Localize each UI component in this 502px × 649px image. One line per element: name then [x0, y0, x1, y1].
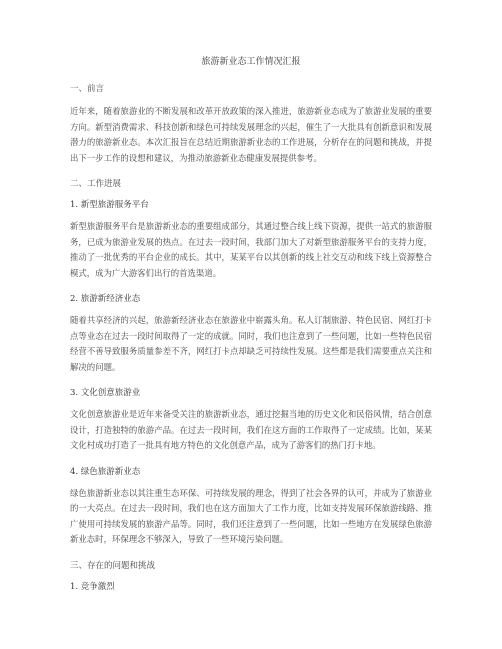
subsection-heading: 4. 绿色旅游新业态 [70, 466, 141, 477]
section-heading: 三、存在的问题和挑战 [70, 560, 156, 571]
paragraph: 新型旅游服务平台是旅游新业态的重要组成部分，其通过整合线上线下资源，提供一站式的旅游服务，已成为旅游业发展的热点。在过去一段时间，我部门加大了对新型旅游服务平台的支持力度，推动了一批优秀的平台企业的成长。其中，某某平台以其创新的线上社交互动和线下线上资源整合模式，成为广大游客们出行的首选渠道。 [70, 221, 432, 278]
subsection-heading: 1. 新型旅游服务平台 [70, 200, 149, 210]
paragraph: 绿色旅游新业态以其注重生态环保、可持续发展的理念，得到了社会各界的认可，并成为了旅游业的一大亮点。在过去一段时间，我们也在这方面加大了工作力度，比如支持发展环保旅游线路、推广使用可持续发展的旅游产品等。同时，我们还注意到了一些问题，比如一些地方在发展绿色旅游新业态时，环保理念不够深入，导致了一些环境污染问题。 [70, 487, 432, 544]
paragraph: 文化创意旅游业是近年来备受关注的旅游新业态，通过挖掘当地的历史文化和民俗风情，结合创意设计，打造独特的旅游产品。在过去一段时间，我们在这方面的工作取得了一定成绩。比如，某某文化村成功打造了一批具有地方特色的文化创意产品，成为了游客们的热门打卡地。 [70, 409, 432, 450]
subsection-heading: 1. 竞争激烈 [70, 581, 115, 592]
paragraph: 近年来，随着旅游业的不断发展和改革开放政策的深入推进，旅游新业态成为了旅游业发展的重要方向。新型消费需求、科技创新和绿色可持续发展理念的兴起，催生了一大批具有创新意识和发展潜力的旅游新业态。本次汇报旨在总结近期旅游新业态的工作进展，分析存在的问题和挑战，并提出下一步工作的设想和建议，为推动旅游新业态健康发展提供参考。 [70, 106, 432, 163]
section-heading: 二、工作进展 [70, 179, 122, 189]
section-heading: 一、前言 [70, 84, 105, 94]
document-title: 旅游新业态工作情况汇报 [201, 57, 301, 67]
section-problems [70, 560, 432, 593]
section-preface [70, 83, 432, 166]
subsection-heading: 3. 文化创意旅游业 [70, 388, 141, 398]
paragraph: 随着共享经济的兴起，旅游新经济业态在旅游业中崭露头角。私人订制旅游、特色民宿、网红打卡点等业态在过去一段时间取得了一定的成就。同时，我们也注意到了一些问题，比如一些特色民宿经营不善导致服务质量参差不齐，网红打卡点却缺乏可持续性发展。这些都是我们需要重点关注和解决的问题。 [70, 315, 432, 372]
subsection-heading: 2. 旅游新经济业态 [70, 294, 141, 304]
document-content [70, 56, 432, 601]
section-progress [70, 178, 432, 548]
